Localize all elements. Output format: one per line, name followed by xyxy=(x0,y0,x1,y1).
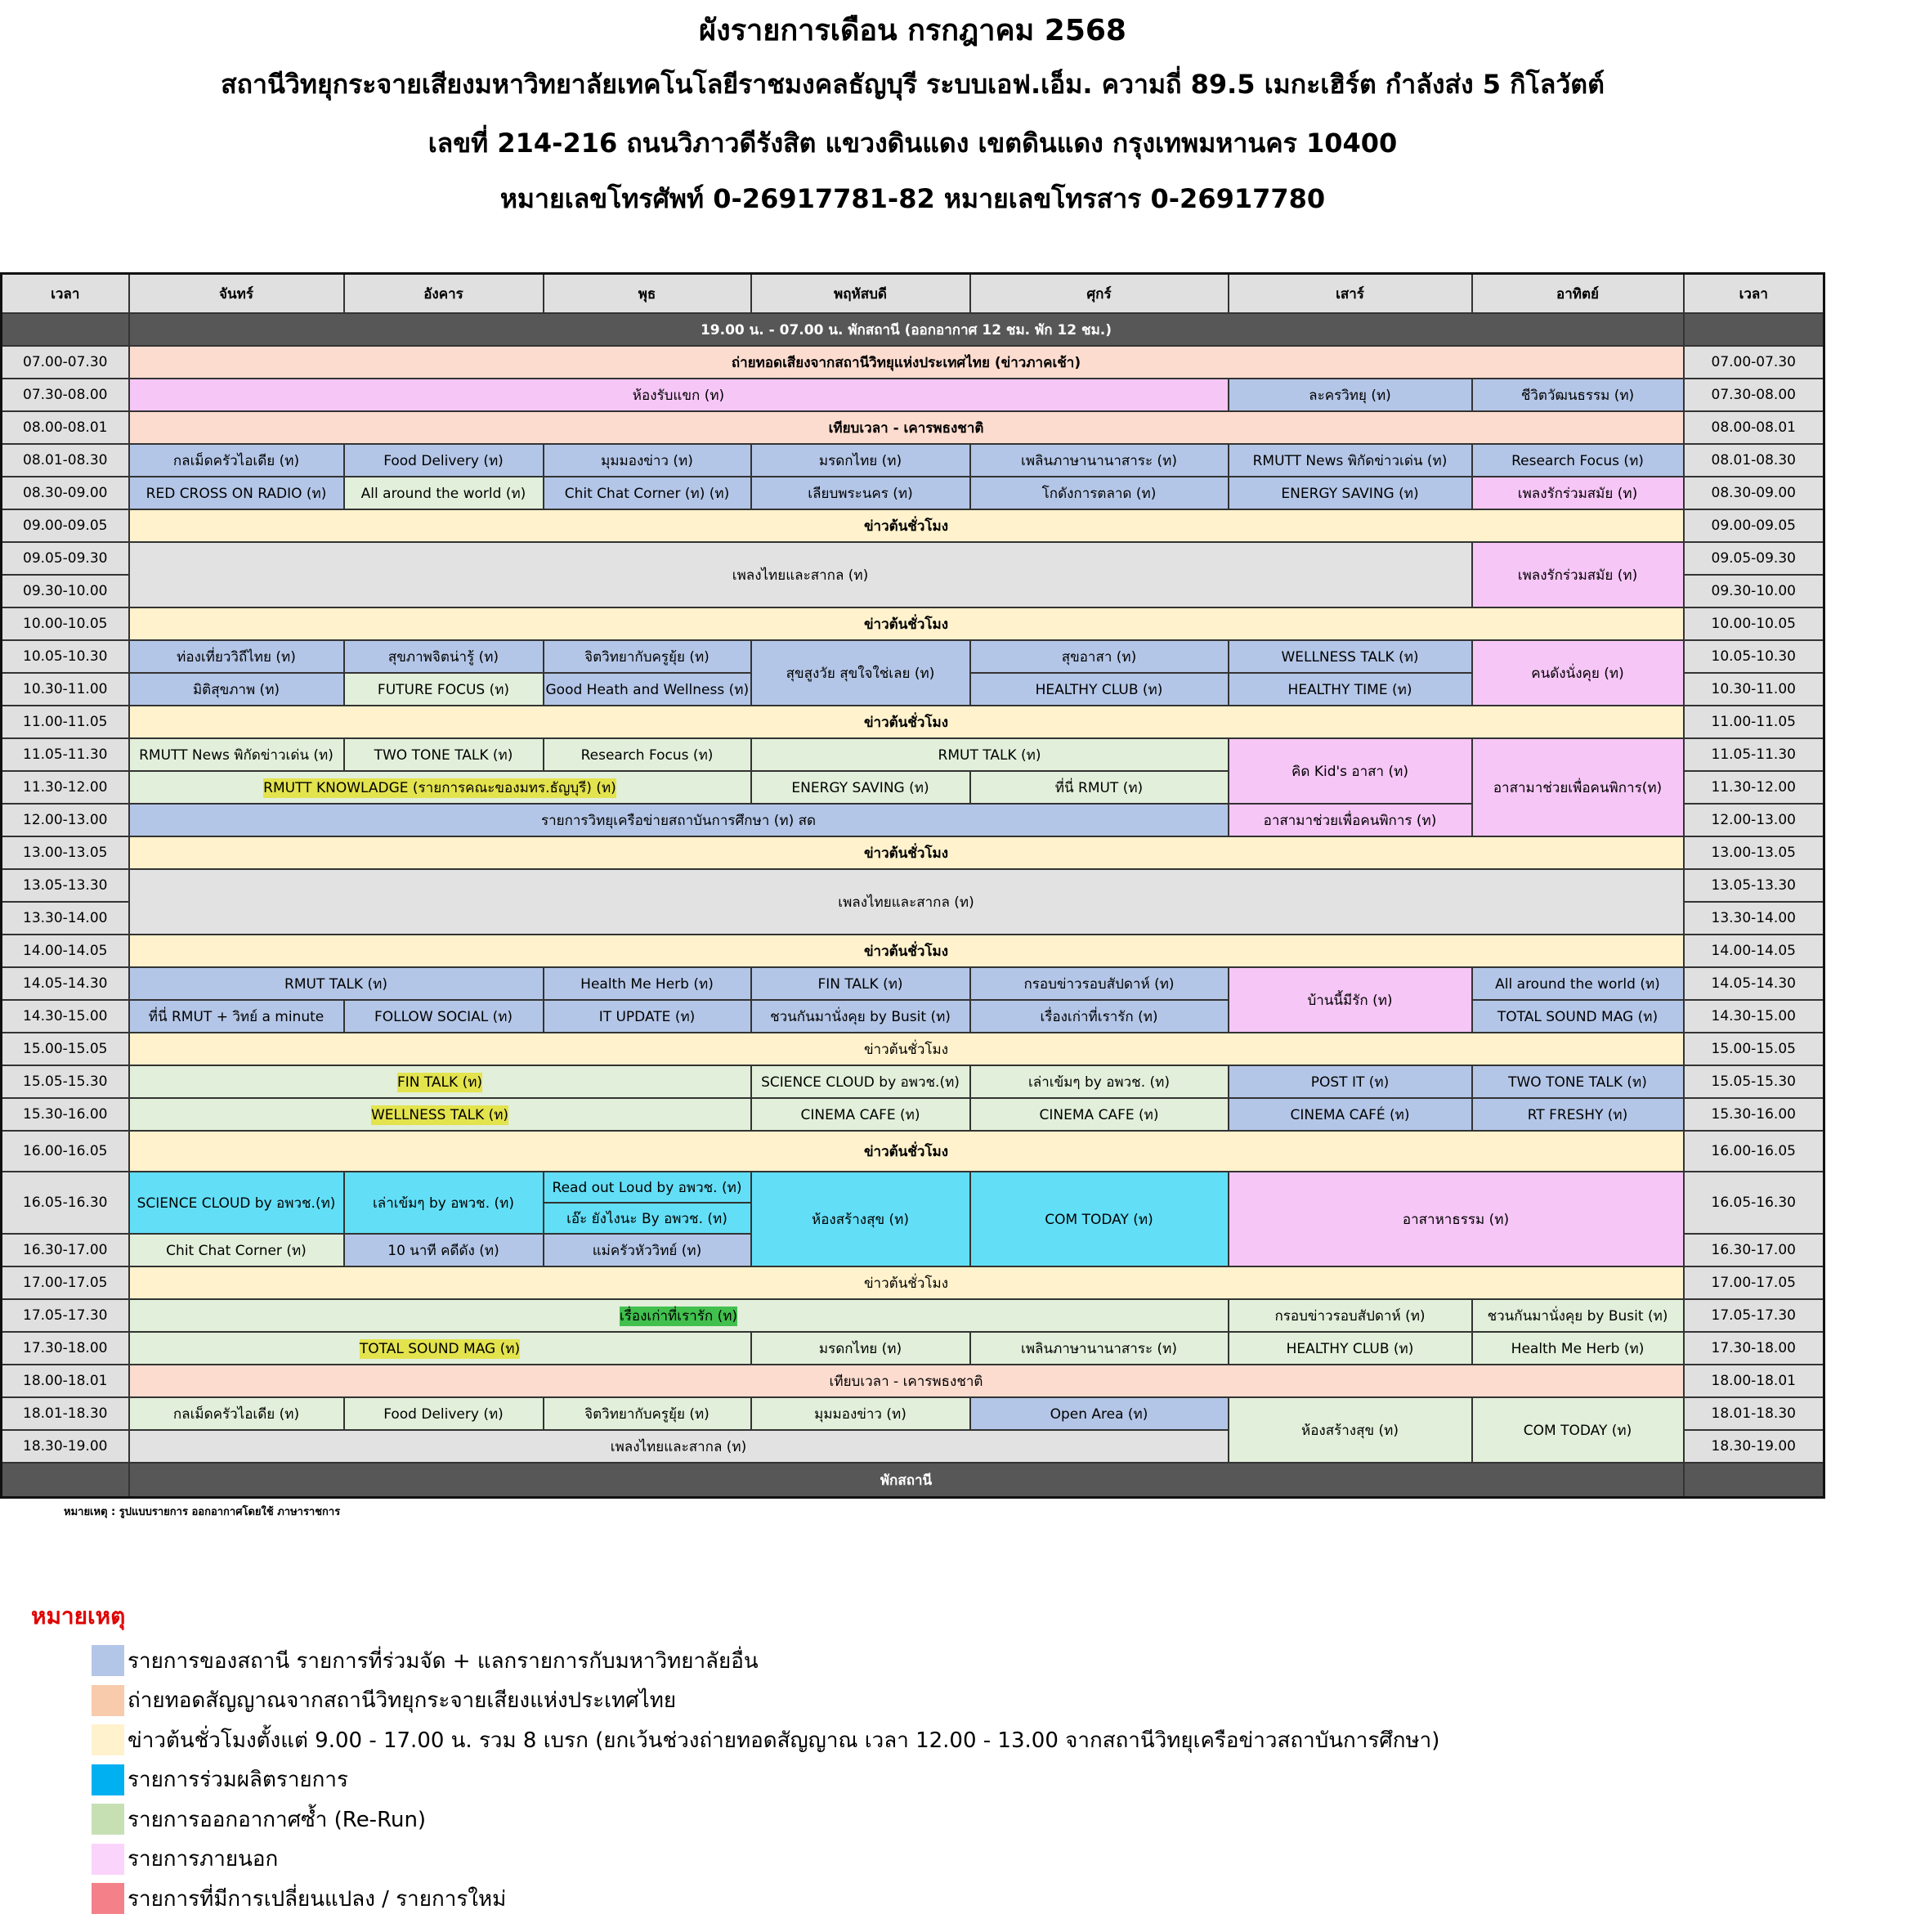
program-cell: เทียบเวลา - เคารพธงชาติ xyxy=(129,411,1684,444)
time-cell: 16.30-17.00 xyxy=(2,1234,129,1266)
table-row xyxy=(2,444,1824,477)
time-cell: 17.00-17.05 xyxy=(2,1266,129,1299)
news-cell: ข่าวต้นชั่วโมง xyxy=(129,836,1684,869)
table-row xyxy=(2,869,1824,902)
program-cell: ชวนกันมานั่งคุย by Busit (ท) xyxy=(1472,1299,1684,1332)
time-cell: 15.00-15.05 xyxy=(2,1033,129,1065)
table-row xyxy=(2,477,1824,509)
program-cell: เพลงไทยและสากล (ท) xyxy=(129,542,1472,607)
time-cell: 07.30-08.00 xyxy=(1684,379,1824,411)
legend-item xyxy=(92,1720,1439,1760)
program-cell: HEALTHY CLUB (ท) xyxy=(970,673,1229,706)
highlighted-program: เรื่องเก่าที่เรารัก (ท) xyxy=(619,1307,738,1325)
time-cell: 11.00-11.05 xyxy=(1684,706,1824,738)
program-cell: FUTURE FOCUS (ท) xyxy=(344,673,544,706)
program-cell: กลเม็ดครัวไอเดีย (ท) xyxy=(129,444,344,477)
program-cell: Food Delivery (ท) xyxy=(344,444,544,477)
table-row xyxy=(2,640,1824,673)
program-cell: Health Me Herb (ท) xyxy=(544,967,751,1000)
news-cell: ข่าวต้นชั่วโมง xyxy=(129,607,1684,640)
table-row xyxy=(2,706,1824,738)
table-row xyxy=(2,836,1824,869)
program-cell: ENERGY SAVING (ท) xyxy=(751,771,970,804)
news-cell: ข่าวต้นชั่วโมง xyxy=(129,1033,1684,1065)
legend-swatch xyxy=(92,1764,124,1795)
program-cell: ที่นี่ RMUT (ท) xyxy=(970,771,1229,804)
table-row xyxy=(2,1332,1824,1365)
time-cell: 15.05-15.30 xyxy=(1684,1065,1824,1098)
program-cell: FIN TALK (ท) xyxy=(751,967,970,1000)
legend-label: รายการที่มีการเปลี่ยนแปลง / รายการใหม่ xyxy=(128,1886,507,1912)
legend-swatch xyxy=(92,1685,124,1716)
program-cell: ถ่ายทอดเสียงจากสถานีวิทยุแห่งประเทศไทย (ข่าวภาคเช้า) xyxy=(129,346,1684,379)
program-cell: มรดกไทย (ท) xyxy=(751,444,970,477)
table-row xyxy=(2,738,1824,771)
program-cell: เรื่องเก่าที่เรารัก (ท) xyxy=(970,1000,1229,1033)
highlighted-program: WELLNESS TALK (ท) xyxy=(370,1106,509,1123)
time-header-right: เวลา xyxy=(1684,274,1824,314)
table-row xyxy=(2,967,1824,1000)
program-cell: RED CROSS ON RADIO (ท) xyxy=(129,477,344,509)
time-cell: 11.30-12.00 xyxy=(1684,771,1824,804)
table-row xyxy=(2,1065,1824,1098)
program-cell: ห้องสร้างสุข (ท) xyxy=(1229,1397,1472,1463)
news-cell: ข่าวต้นชั่วโมง xyxy=(129,1131,1684,1172)
time-cell: 14.05-14.30 xyxy=(1684,967,1824,1000)
time-cell: 10.30-11.00 xyxy=(1684,673,1824,706)
program-cell: คิด Kid's อาสา (ท) xyxy=(1229,738,1472,804)
table-row xyxy=(2,1000,1824,1033)
legend-item xyxy=(92,1760,1439,1800)
time-cell: 13.00-13.05 xyxy=(1684,836,1824,869)
legend-label: ถ่ายทอดสัญญาณจากสถานีวิทยุกระจายเสียงแห่งประเทศไทย xyxy=(128,1688,677,1714)
time-cell: 09.05-09.30 xyxy=(1684,542,1824,575)
schedule-table xyxy=(0,272,1825,1499)
time-cell: 16.30-17.00 xyxy=(1684,1234,1824,1266)
program-cell: ท่องเที่ยววิถีไทย (ท) xyxy=(129,640,344,673)
table-row xyxy=(2,509,1824,542)
time-cell: 08.00-08.01 xyxy=(2,411,129,444)
time-cell: 10.05-10.30 xyxy=(2,640,129,673)
time-cell: 18.30-19.00 xyxy=(1684,1430,1824,1463)
program-cell: จิตวิทยากับครูยุ้ย (ท) xyxy=(544,1397,751,1430)
time-cell: 13.05-13.30 xyxy=(2,869,129,902)
news-cell: ข่าวต้นชั่วโมง xyxy=(129,706,1684,738)
table-row xyxy=(2,1172,1824,1203)
time-header: เวลา xyxy=(2,274,129,314)
program-cell: กรอบข่าวรอบสัปดาห์ (ท) xyxy=(970,967,1229,1000)
time-cell: 10.30-11.00 xyxy=(2,673,129,706)
table-row xyxy=(2,607,1824,640)
program-cell: แม่ครัวหัววิทย์ (ท) xyxy=(544,1234,751,1266)
program-cell: สุขอาสา (ท) xyxy=(970,640,1229,673)
program-cell: สุขภาพจิตน่ารู้ (ท) xyxy=(344,640,544,673)
program-cell: FOLLOW SOCIAL (ท) xyxy=(344,1000,544,1033)
program-cell xyxy=(129,1098,751,1131)
news-cell: ข่าวต้นชั่วโมง xyxy=(129,509,1684,542)
program-cell xyxy=(129,1299,1229,1332)
program-cell: บ้านนี้มีรัก (ท) xyxy=(1229,967,1472,1033)
program-cell: เทียบเวลา - เคารพธงชาติ xyxy=(129,1365,1684,1397)
time-cell: 14.00-14.05 xyxy=(1684,935,1824,967)
table-row xyxy=(2,1266,1824,1299)
program-cell: มุมมองข่าว (ท) xyxy=(751,1397,970,1430)
time-cell: 10.05-10.30 xyxy=(1684,640,1824,673)
program-cell: รายการวิทยุเครือข่ายสถาบันการศึกษา (ท) สด xyxy=(129,804,1229,836)
program-cell: Chit Chat Corner (ท) (ท) xyxy=(544,477,751,509)
program-cell: CINEMA CAFÉ (ท) xyxy=(1229,1098,1472,1131)
time-cell: 11.05-11.30 xyxy=(2,738,129,771)
program-cell: All around the world (ท) xyxy=(1472,967,1684,1000)
program-cell: โกดังการตลาด (ท) xyxy=(970,477,1229,509)
time-cell: 17.00-17.05 xyxy=(1684,1266,1824,1299)
time-cell: 15.00-15.05 xyxy=(1684,1033,1824,1065)
program-cell: คนดังนั่งคุย (ท) xyxy=(1472,640,1684,706)
program-cell: Food Delivery (ท) xyxy=(344,1397,544,1430)
highlighted-program: RMUTT KNOWLADGE (รายการคณะของมทร.ธัญบุรี) (ท) xyxy=(263,779,616,796)
time-cell: 18.00-18.01 xyxy=(1684,1365,1824,1397)
program-cell: เพลินภาษานานาสาระ (ท) xyxy=(970,444,1229,477)
time-cell: 11.30-12.00 xyxy=(2,771,129,804)
legend-item xyxy=(92,1800,1439,1840)
program-cell: เพลงไทยและสากล (ท) xyxy=(129,869,1684,935)
time-cell: 09.00-09.05 xyxy=(2,509,129,542)
program-cell: RMUT TALK (ท) xyxy=(751,738,1229,771)
footer-empty-left xyxy=(2,1463,129,1498)
off-air-band: 19.00 น. - 07.00 น. พักสถานี (ออกอากาศ 12 ชม. พัก 12 ชม.) xyxy=(129,313,1684,346)
program-cell: TOTAL SOUND MAG (ท) xyxy=(1472,1000,1684,1033)
time-cell: 17.30-18.00 xyxy=(2,1332,129,1365)
time-cell: 16.00-16.05 xyxy=(1684,1131,1824,1172)
time-cell: 15.05-15.30 xyxy=(2,1065,129,1098)
table-row xyxy=(2,411,1824,444)
time-cell: 14.00-14.05 xyxy=(2,935,129,967)
time-cell: 16.05-16.30 xyxy=(2,1172,129,1234)
table-row xyxy=(2,1033,1824,1065)
station-address: เลขที่ 214-216 ถนนวิภาวดีรังสิต แขวงดินแดง เขตดินแดง กรุงเทพมหานคร 10400 xyxy=(428,128,1398,159)
program-cell: มรดกไทย (ท) xyxy=(751,1332,970,1365)
legend-swatch xyxy=(92,1724,124,1755)
program-cell: เพลงไทยและสากล (ท) xyxy=(129,1430,1229,1463)
program-cell: Good Heath and Wellness (ท) xyxy=(544,673,751,706)
time-cell: 14.05-14.30 xyxy=(2,967,129,1000)
page-title: ผังรายการเดือน กรกฎาคม 2568 xyxy=(699,14,1126,47)
program-cell: กลเม็ดครัวไอเดีย (ท) xyxy=(129,1397,344,1430)
station-info: สถานีวิทยุกระจายเสียงมหาวิทยาลัยเทคโนโลยีราชมงคลธัญบุรี ระบบเอฟ.เอ็ม. ความถี่ 89.5 เมกะเฮิร์ต กำลังส่ง 5 กิโลวัตต์ xyxy=(221,69,1605,100)
table-row xyxy=(2,1365,1824,1397)
band-empty-right xyxy=(1684,313,1824,346)
program-cell: ห้องรับแขก (ท) xyxy=(129,379,1229,411)
program-cell: All around the world (ท) xyxy=(344,477,544,509)
station-contact: หมายเลขโทรศัพท์ 0-26917781-82 หมายเลขโทรสาร 0-26917780 xyxy=(499,183,1326,214)
day-header-fri: ศุกร์ xyxy=(970,274,1229,314)
program-cell: WELLNESS TALK (ท) xyxy=(1229,640,1472,673)
program-cell: TWO TONE TALK (ท) xyxy=(344,738,544,771)
time-cell: 12.00-13.00 xyxy=(2,804,129,836)
program-cell xyxy=(129,1332,751,1365)
program-cell: Read out Loud by อพวช. (ท) xyxy=(544,1172,751,1203)
program-cell: เล่าเข้มๆ by อพวช. (ท) xyxy=(970,1065,1229,1098)
highlighted-program: FIN TALK (ท) xyxy=(396,1074,483,1091)
day-header-sat: เสาร์ xyxy=(1229,274,1472,314)
time-cell: 18.01-18.30 xyxy=(2,1397,129,1430)
time-cell: 08.01-08.30 xyxy=(2,444,129,477)
program-cell: มุมมองข่าว (ท) xyxy=(544,444,751,477)
program-cell: Research Focus (ท) xyxy=(1472,444,1684,477)
program-cell: HEALTHY CLUB (ท) xyxy=(1229,1332,1472,1365)
program-cell: COM TODAY (ท) xyxy=(970,1172,1229,1266)
off-air-footer-row xyxy=(2,1463,1824,1498)
program-cell: HEALTHY TIME (ท) xyxy=(1229,673,1472,706)
time-cell: 13.30-14.00 xyxy=(2,902,129,935)
time-cell: 18.00-18.01 xyxy=(2,1365,129,1397)
time-cell: 10.00-10.05 xyxy=(2,607,129,640)
time-cell: 16.05-16.30 xyxy=(1684,1172,1824,1234)
footnote: หมายเหตุ : รูปแบบรายการ ออกอากาศโดยใช้ ภาษาราชการ xyxy=(64,1506,341,1518)
program-cell: 10 นาที คดีดัง (ท) xyxy=(344,1234,544,1266)
program-cell: RMUTT News พิกัดข่าวเด่น (ท) xyxy=(1229,444,1472,477)
time-cell: 08.00-08.01 xyxy=(1684,411,1824,444)
time-cell: 14.30-15.00 xyxy=(1684,1000,1824,1033)
legend-label: รายการภายนอก xyxy=(128,1847,279,1872)
time-cell: 17.05-17.30 xyxy=(1684,1299,1824,1332)
program-cell: เพลงรักร่วมสมัย (ท) xyxy=(1472,542,1684,607)
time-cell: 07.30-08.00 xyxy=(2,379,129,411)
time-cell: 16.00-16.05 xyxy=(2,1131,129,1172)
day-header-mon: จันทร์ xyxy=(129,274,344,314)
legend-swatch xyxy=(92,1804,124,1835)
program-cell: ละครวิทยุ (ท) xyxy=(1229,379,1472,411)
legend xyxy=(92,1641,1439,1919)
news-cell: ข่าวต้นชั่วโมง xyxy=(129,1266,1684,1299)
time-cell: 15.30-16.00 xyxy=(1684,1098,1824,1131)
program-cell: TWO TONE TALK (ท) xyxy=(1472,1065,1684,1098)
highlighted-program: TOTAL SOUND MAG (ท) xyxy=(359,1340,521,1357)
legend-item xyxy=(92,1879,1439,1919)
legend-label: รายการร่วมผลิตรายการ xyxy=(128,1768,348,1793)
time-cell: 15.30-16.00 xyxy=(2,1098,129,1131)
program-cell xyxy=(129,771,751,804)
program-cell: ห้องสร้างสุข (ท) xyxy=(751,1172,970,1266)
day-header-thu: พฤหัสบดี xyxy=(751,274,970,314)
off-air-band-row xyxy=(2,313,1824,346)
legend-swatch xyxy=(92,1645,124,1676)
time-cell: 11.05-11.30 xyxy=(1684,738,1824,771)
program-cell: Open Area (ท) xyxy=(970,1397,1229,1430)
time-cell: 14.30-15.00 xyxy=(2,1000,129,1033)
legend-item xyxy=(92,1840,1439,1880)
legend-swatch xyxy=(92,1844,124,1875)
time-cell: 13.00-13.05 xyxy=(2,836,129,869)
table-row xyxy=(2,1299,1824,1332)
program-cell: เล่าเข้มๆ by อพวช. (ท) xyxy=(344,1172,544,1234)
table-row xyxy=(2,379,1824,411)
program-cell: สุขสูงวัย สุขใจใช่เลย (ท) xyxy=(751,640,970,706)
table-row xyxy=(2,346,1824,379)
program-cell: CINEMA CAFE (ท) xyxy=(970,1098,1229,1131)
day-header-sun: อาทิตย์ xyxy=(1472,274,1684,314)
program-cell: เอ๊ะ ยังไงนะ By อพวช. (ท) xyxy=(544,1203,751,1234)
program-cell: COM TODAY (ท) xyxy=(1472,1397,1684,1463)
table-row xyxy=(2,935,1824,967)
program-cell: อาสาหาธรรม (ท) xyxy=(1229,1172,1684,1266)
program-cell: ENERGY SAVING (ท) xyxy=(1229,477,1472,509)
time-cell: 07.00-07.30 xyxy=(2,346,129,379)
program-cell: SCIENCE CLOUD by อพวช.(ท) xyxy=(751,1065,970,1098)
table-row xyxy=(2,1397,1824,1430)
program-cell: RMUT TALK (ท) xyxy=(129,967,544,1000)
program-cell: POST IT (ท) xyxy=(1229,1065,1472,1098)
program-cell: SCIENCE CLOUD by อพวช.(ท) xyxy=(129,1172,344,1234)
time-cell: 11.00-11.05 xyxy=(2,706,129,738)
off-air-footer: พักสถานี xyxy=(129,1463,1684,1498)
time-cell: 08.01-08.30 xyxy=(1684,444,1824,477)
legend-item xyxy=(92,1681,1439,1721)
time-cell: 09.05-09.30 xyxy=(2,542,129,575)
legend-label: ข่าวต้นชั่วโมงตั้งแต่ 9.00 - 17.00 น. รวม 8 เบรก (ยกเว้นช่วงถ่ายทอดสัญญาณ เวลา 12.00 - 13.00 จากสถานีวิทยุเครือข่าวสถาบันการศึกษา) xyxy=(128,1728,1440,1753)
table-row xyxy=(2,542,1824,575)
day-header-wed: พุธ xyxy=(544,274,751,314)
time-cell: 13.30-14.00 xyxy=(1684,902,1824,935)
day-header-tue: อังคาร xyxy=(344,274,544,314)
program-cell: อาสามาช่วยเพื่อคนพิการ (ท) xyxy=(1229,804,1472,836)
program-cell: Health Me Herb (ท) xyxy=(1472,1332,1684,1365)
time-cell: 09.30-10.00 xyxy=(1684,575,1824,607)
program-cell: Chit Chat Corner (ท) xyxy=(129,1234,344,1266)
program-cell: CINEMA CAFE (ท) xyxy=(751,1098,970,1131)
table-row xyxy=(2,1131,1824,1172)
legend-item xyxy=(92,1641,1439,1681)
time-cell: 17.05-17.30 xyxy=(2,1299,129,1332)
time-cell: 07.00-07.30 xyxy=(1684,346,1824,379)
program-cell xyxy=(129,1065,751,1098)
time-cell: 09.00-09.05 xyxy=(1684,509,1824,542)
time-cell: 12.00-13.00 xyxy=(1684,804,1824,836)
legend-title: หมายเหตุ xyxy=(31,1603,126,1629)
program-cell: ที่นี่ RMUT + วิทย์ a minute xyxy=(129,1000,344,1033)
program-cell: เลียบพระนคร (ท) xyxy=(751,477,970,509)
program-cell: กรอบข่าวรอบสัปดาห์ (ท) xyxy=(1229,1299,1472,1332)
time-cell: 08.30-09.00 xyxy=(1684,477,1824,509)
legend-label: รายการออกอากาศซ้ำ (Re-Run) xyxy=(128,1807,427,1832)
header-row xyxy=(2,274,1824,314)
time-cell: 18.01-18.30 xyxy=(1684,1397,1824,1430)
program-cell: เพลินภาษานานาสาระ (ท) xyxy=(970,1332,1229,1365)
program-cell: ชีวิตวัฒนธรรม (ท) xyxy=(1472,379,1684,411)
program-cell: RMUTT News พิกัดข่าวเด่น (ท) xyxy=(129,738,344,771)
news-cell: ข่าวต้นชั่วโมง xyxy=(129,935,1684,967)
program-cell: อาสามาช่วยเพื่อคนพิการ(ท) xyxy=(1472,738,1684,836)
program-cell: RT FRESHY (ท) xyxy=(1472,1098,1684,1131)
program-cell: Research Focus (ท) xyxy=(544,738,751,771)
time-cell: 13.05-13.30 xyxy=(1684,869,1824,902)
time-cell: 18.30-19.00 xyxy=(2,1430,129,1463)
program-cell: มิติสุขภาพ (ท) xyxy=(129,673,344,706)
band-empty-left xyxy=(2,313,129,346)
table-row xyxy=(2,1098,1824,1131)
program-cell: เพลงรักร่วมสมัย (ท) xyxy=(1472,477,1684,509)
program-cell: IT UPDATE (ท) xyxy=(544,1000,751,1033)
time-cell: 10.00-10.05 xyxy=(1684,607,1824,640)
time-cell: 09.30-10.00 xyxy=(2,575,129,607)
time-cell: 08.30-09.00 xyxy=(2,477,129,509)
time-cell: 17.30-18.00 xyxy=(1684,1332,1824,1365)
program-cell: จิตวิทยากับครูยุ้ย (ท) xyxy=(544,640,751,673)
legend-label: รายการของสถานี รายการที่ร่วมจัด + แลกรายการกับมหาวิทยาลัยอื่น xyxy=(128,1648,759,1674)
footer-empty-right xyxy=(1684,1463,1824,1498)
legend-swatch xyxy=(92,1883,124,1914)
program-cell: ชวนกันมานั่งคุย by Busit (ท) xyxy=(751,1000,970,1033)
